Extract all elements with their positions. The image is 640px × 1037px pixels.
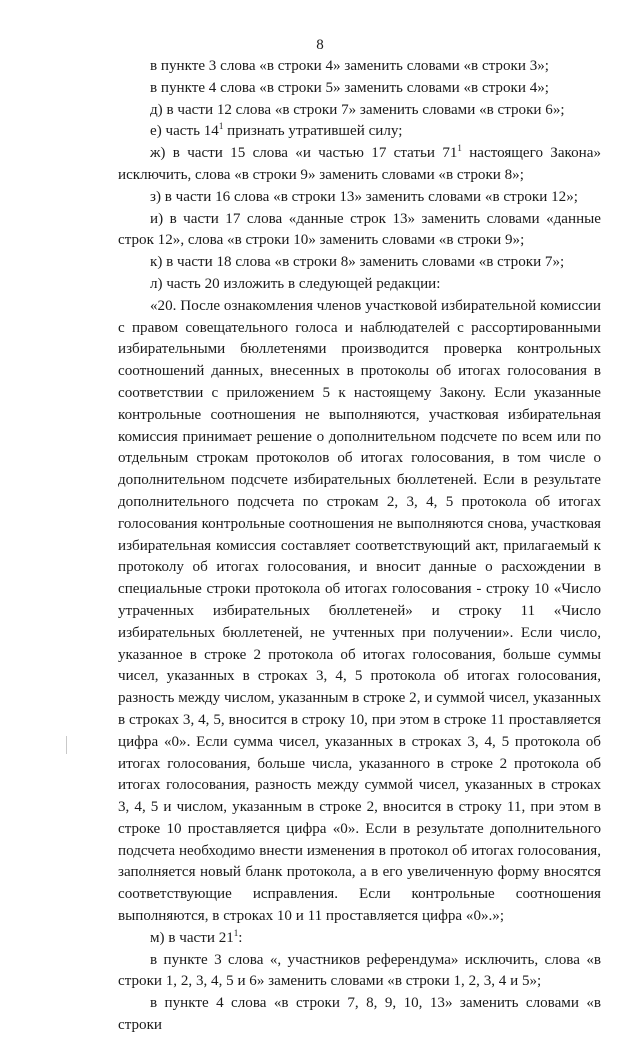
page-number: 8: [316, 37, 324, 53]
paragraph-text: в пункте 4 слова «в строки 7, 8, 9, 10, 13» заменить словами «в строки: [118, 995, 601, 1034]
superscript: 1: [457, 143, 462, 154]
paragraph-text: к) в части 18 слова «в строки 8» заменить словами «в строки 7»;: [150, 254, 565, 271]
paragraph-e: [118, 121, 601, 143]
paragraph-text: и) в части 17 слова «данные строк 13» заменить словами «данные строк 12», слова «в строки 10» заменить словами «в строки 9»;: [118, 210, 601, 249]
paragraph-zh: [118, 143, 601, 187]
paragraph-text: в пункте 3 слова «в строки 4» заменить словами «в строки 3»;: [150, 58, 549, 74]
paragraph-item-3-a: [118, 56, 601, 78]
paragraph-text: д) в части 12 слова «в строки 7» заменить словами «в строки 6»;: [150, 101, 565, 118]
paragraph-d: [118, 100, 601, 122]
paragraph-text: м) в части 21: [150, 929, 234, 946]
document-body: [118, 56, 601, 1037]
margin-mark: [66, 736, 67, 754]
paragraph-text: з) в части 16 слова «в строки 13» заменить словами «в строки 12»;: [150, 188, 578, 205]
paragraph-text: л) часть 20 изложить в следующей редакции:: [150, 275, 441, 292]
paragraph-text-continued: признать утратившей силу;: [223, 123, 403, 140]
paragraph-z: [118, 187, 601, 209]
superscript: 1: [218, 121, 224, 132]
paragraph-item-4-a: [118, 78, 601, 100]
paragraph-k: [118, 252, 601, 274]
paragraph-text: «20. После ознакомления членов участковой избирательной комиссии с правом совещательного голоса и наблюдателей с рассортированными избирательными бюллетенями производится проверка контрольных соотношений данных, внесенных в протоколы об итогах голосования в соответствии с приложением 5 к настоящему Закону. Если указанные контрольные соотношения не выполняются, участковая избирательная комиссия принимает решение о дополнительном подсчете по всем или по отдельным строкам протоколов об итогах голосования, в том числе о дополнительном подсчете избирательных бюллетеней. Если в результате дополнительного подсчета по строкам 2, 3, 4, 5 протокола об итогах голосования контрольные соотношения не выполняются снова, участковая избирательная комиссия составляет соответствующий акт, прилагаемый к протоколу об итогах голосования, и вносит данные о расхождении в специальные строки протокола об итогах голосования - строку 10 «Число утраченных избирательных бюллетеней» и строку 11 «Число избирательных бюллетеней, не учтенных при получении». Если число, указанное в строке 2 протокола об итогах голосования, больше суммы чисел, указанных в строках 3, 4, 5 протокола об итогах голосования, разность между числом, указанным в строке 2, и суммой чисел, указанных в строках 3, 4, 5, вносится в строку 10, при этом в строке 11 проставляется цифра «0». Если сумма чисел, указанных в строках 3, 4, 5 протокола об итогах голосования, больше числа, указанного в строке 2 протокола об итогах голосования, разность между суммой чисел, указанных в строках 3, 4, 5 и числом, указанным в строке 2, вносится в строку 11, при этом в строке 10 проставляется цифра «0». Если в результате дополнительного подсчета необходимо внести изменения в протокол об итогах голосования, заполняется новый бланк протокола, а в его увеличенную форму вносятся соответствующие исправления. Если контрольные соотношения выполняются, в строках 10 и 11 проставляется цифра «0».»;: [118, 297, 601, 925]
paragraph-text-continued: :: [238, 929, 243, 946]
paragraph-m: [118, 928, 601, 950]
paragraph-text: в пункте 4 слова «в строки 5» заменить словами «в строки 4»;: [150, 79, 549, 96]
paragraph-item-3-b: [118, 950, 601, 994]
paragraph-text: ж) в части 15 слова «и частью 17 статьи 71: [150, 145, 458, 162]
paragraph-text: е) часть 14: [150, 123, 219, 140]
superscript: 1: [233, 927, 239, 938]
paragraph-l: [118, 274, 601, 296]
paragraph-item-4-b: [118, 993, 601, 1037]
paragraph-part-20: [118, 296, 601, 928]
paragraph-text: в пункте 3 слова «, участников референдума» исключить, слова «в строки 1, 2, 3, 4, 5 и 6» заменить словами «в строки 1, 2, 3, 4 и 5»;: [118, 951, 601, 990]
paragraph-i: [118, 209, 601, 253]
paragraph-text-continued: настоящего Закона» исключить, слова «в строки 9» заменить словами «в строки 8»;: [118, 145, 601, 183]
